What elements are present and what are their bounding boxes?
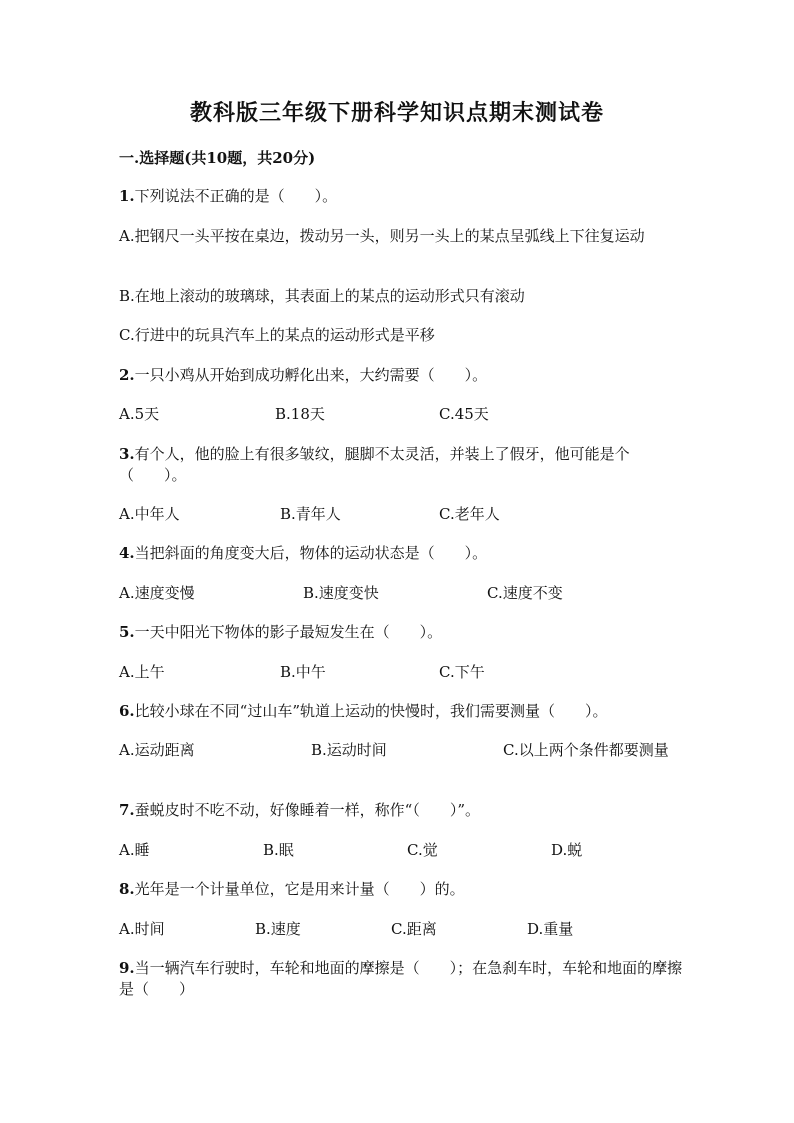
option-3b: B.青年人 bbox=[280, 505, 341, 523]
option-1c: C.行进中的玩具汽车上的某点的运动形式是平移 bbox=[119, 326, 435, 344]
question-number: 9. bbox=[119, 959, 135, 977]
option-7b: B.眠 bbox=[263, 841, 294, 859]
question-7 bbox=[119, 800, 679, 821]
question-text: 当一辆汽车行驶时，车轮和地面的摩擦是（ ）；在急刹车时，车轮和地面的摩擦是（ ） bbox=[119, 959, 683, 998]
question-4 bbox=[119, 543, 679, 564]
option-2c: C.45天 bbox=[439, 405, 489, 423]
option-6a: A.运动距离 bbox=[119, 741, 195, 759]
question-number: 8. bbox=[119, 880, 135, 898]
option-6b: B.运动时间 bbox=[311, 741, 387, 759]
question-2 bbox=[119, 365, 679, 386]
question-text: 一只小鸡从开始到成功孵化出来，大约需要（ ）。 bbox=[134, 366, 488, 384]
question-number: 4. bbox=[119, 544, 135, 562]
question-number: 5. bbox=[119, 623, 135, 641]
option-4a: A.速度变慢 bbox=[119, 584, 195, 602]
question-text: 蚕蜕皮时不吃不动，好像睡着一样，称作“（ ）”。 bbox=[134, 801, 481, 819]
option-8c: C.距离 bbox=[391, 920, 437, 938]
question-text: 光年是一个计量单位，它是用来计量（ ）的。 bbox=[134, 880, 465, 898]
section-heading: 一.选择题(共10题，共20分) bbox=[119, 149, 316, 167]
option-3a: A.中年人 bbox=[119, 505, 180, 523]
option-1b: B.在地上滚动的玻璃球，其表面上的某点的运动形式只有滚动 bbox=[119, 287, 525, 305]
option-7c: C.觉 bbox=[407, 841, 438, 859]
question-text: 下列说法不正确的是（ ）。 bbox=[134, 187, 338, 205]
option-5b: B.中午 bbox=[280, 663, 326, 681]
option-5c: C.下午 bbox=[439, 663, 485, 681]
question-9 bbox=[119, 958, 687, 1000]
question-number: 6. bbox=[119, 702, 135, 720]
option-4c: C.速度不变 bbox=[487, 584, 563, 602]
option-2b: B.18天 bbox=[275, 405, 325, 423]
question-number: 2. bbox=[119, 366, 135, 384]
question-text: 一天中阳光下物体的影子最短发生在（ ）。 bbox=[134, 623, 443, 641]
option-7a: A.睡 bbox=[119, 841, 150, 859]
question-1 bbox=[119, 186, 679, 207]
question-number: 7. bbox=[119, 801, 135, 819]
option-7d: D.蜕 bbox=[551, 841, 583, 859]
option-2a: A.5天 bbox=[119, 405, 160, 423]
question-3 bbox=[119, 444, 684, 486]
question-text: 有个人，他的脸上有很多皱纹，腿脚不太灵活，并装上了假牙，他可能是个（ ）。 bbox=[119, 445, 630, 484]
option-3c: C.老年人 bbox=[439, 505, 500, 523]
question-text: 当把斜面的角度变大后，物体的运动状态是（ ）。 bbox=[134, 544, 488, 562]
question-number: 1. bbox=[119, 187, 135, 205]
option-5a: A.上午 bbox=[119, 663, 165, 681]
option-8b: B.速度 bbox=[255, 920, 301, 938]
question-6 bbox=[119, 701, 679, 722]
question-5 bbox=[119, 622, 679, 643]
page-title: 教科版三年级下册科学知识点期末测试卷 bbox=[189, 100, 604, 126]
question-8 bbox=[119, 879, 679, 900]
option-1a: A.把钢尺一头平按在桌边，拨动另一头，则另一头上的某点呈弧线上下往复运动 bbox=[119, 227, 645, 245]
question-text: 比较小球在不同“过山车”轨道上运动的快慢时，我们需要测量（ ）。 bbox=[134, 702, 608, 720]
option-4b: B.速度变快 bbox=[303, 584, 379, 602]
option-6c: C.以上两个条件都要测量 bbox=[503, 741, 669, 759]
option-8a: A.时间 bbox=[119, 920, 165, 938]
question-number: 3. bbox=[119, 445, 135, 463]
option-8d: D.重量 bbox=[527, 920, 574, 938]
